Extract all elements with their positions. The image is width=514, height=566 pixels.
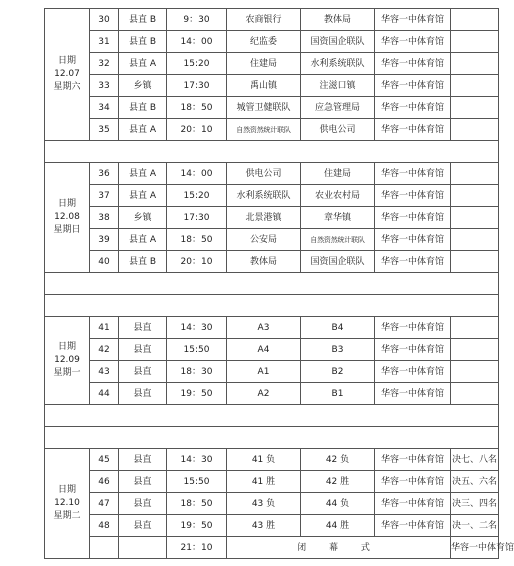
team-a: 41 负 — [227, 449, 301, 471]
team-a: 教体局 — [227, 251, 301, 273]
separator-row — [45, 273, 499, 295]
day-weekday: 星期六 — [53, 82, 81, 92]
game-time: 20：10 — [167, 119, 227, 141]
game-group: 县直 — [119, 361, 167, 383]
game-note — [451, 339, 499, 361]
team-a: 城管卫健联队 — [227, 97, 301, 119]
team-b: 供电公司 — [301, 119, 375, 141]
team-b: 国资国企联队 — [301, 251, 375, 273]
venue: 华容一中体育馆 — [375, 361, 451, 383]
game-number: 40 — [90, 251, 119, 273]
game-number: 47 — [90, 493, 119, 515]
game-time: 19：50 — [167, 515, 227, 537]
team-a: A2 — [227, 383, 301, 405]
day-day-label: 日期 — [57, 485, 76, 495]
day-weekday: 星期日 — [53, 225, 81, 235]
venue: 华容一中体育馆 — [375, 229, 451, 251]
game-number: 45 — [90, 449, 119, 471]
schedule-body — [45, 9, 514, 559]
game-number: 43 — [90, 361, 119, 383]
team-a: 禹山镇 — [227, 75, 301, 97]
team-a: A3 — [227, 317, 301, 339]
game-group: 县直 — [119, 471, 167, 493]
game-note — [451, 75, 499, 97]
game-time: 15:50 — [167, 471, 227, 493]
game-group: 县直 — [119, 515, 167, 537]
game-number: 44 — [90, 383, 119, 405]
game-group: 县直 — [119, 449, 167, 471]
day-cell — [45, 449, 90, 559]
closing-venue: 华容一中体育馆 — [451, 537, 499, 559]
day-day-label: 日期 — [57, 199, 76, 209]
team-b: 国资国企联队 — [301, 31, 375, 53]
game-row — [45, 449, 499, 471]
game-group: 县直 A — [119, 163, 167, 185]
game-row — [45, 251, 499, 273]
game-number: 33 — [90, 75, 119, 97]
separator-row — [45, 141, 499, 163]
venue: 华容一中体育馆 — [375, 251, 451, 273]
game-number: 41 — [90, 317, 119, 339]
game-note — [451, 317, 499, 339]
game-number: 39 — [90, 229, 119, 251]
game-number: 32 — [90, 53, 119, 75]
team-b: B2 — [301, 361, 375, 383]
closing-row — [45, 537, 499, 559]
game-note — [451, 31, 499, 53]
game-time: 14：30 — [167, 449, 227, 471]
closing-time: 21：10 — [167, 537, 227, 559]
team-b: 自然资然统计联队 — [301, 229, 375, 251]
team-b: 农业农村局 — [301, 185, 375, 207]
schedule-table — [44, 8, 514, 559]
separator-row — [45, 427, 499, 449]
game-row — [45, 339, 499, 361]
team-b: 44 胜 — [301, 515, 375, 537]
game-row — [45, 317, 499, 339]
separator-row — [45, 295, 499, 317]
game-note: 决七、八名 — [451, 449, 499, 471]
day-day-label: 日期 — [57, 342, 76, 352]
game-note: 决一、二名 — [451, 515, 499, 537]
team-a: 自然资然统计联队 — [227, 119, 301, 141]
venue: 华容一中体育馆 — [375, 383, 451, 405]
venue: 华容一中体育馆 — [375, 207, 451, 229]
separator-cell — [45, 405, 499, 427]
game-time: 15:20 — [167, 185, 227, 207]
game-row — [45, 493, 499, 515]
game-row — [45, 75, 499, 97]
venue: 华容一中体育馆 — [375, 339, 451, 361]
day-cell — [45, 9, 90, 141]
game-group: 县直 B — [119, 31, 167, 53]
game-group: 县直 B — [119, 251, 167, 273]
game-row — [45, 515, 499, 537]
game-note — [451, 207, 499, 229]
team-a: 43 负 — [227, 493, 301, 515]
closing-empty — [119, 537, 167, 559]
game-row — [45, 53, 499, 75]
game-group: 县直 — [119, 493, 167, 515]
day-date: 12.09 — [54, 355, 80, 365]
game-note — [451, 229, 499, 251]
game-row — [45, 361, 499, 383]
team-b: 注滋口镇 — [301, 75, 375, 97]
team-b: 42 胜 — [301, 471, 375, 493]
game-group: 县直 — [119, 317, 167, 339]
team-b: 章华镇 — [301, 207, 375, 229]
game-number: 38 — [90, 207, 119, 229]
game-time: 18：50 — [167, 229, 227, 251]
game-time: 18：30 — [167, 361, 227, 383]
game-time: 15:20 — [167, 53, 227, 75]
venue: 华容一中体育馆 — [375, 119, 451, 141]
separator-cell — [45, 295, 499, 317]
game-number: 46 — [90, 471, 119, 493]
closing-ceremony: 闭 幕 式 — [227, 537, 451, 559]
game-row — [45, 185, 499, 207]
team-b: 教体局 — [301, 9, 375, 31]
team-b: 应急管理局 — [301, 97, 375, 119]
venue: 华容一中体育馆 — [375, 515, 451, 537]
game-row — [45, 31, 499, 53]
game-row — [45, 229, 499, 251]
game-row — [45, 119, 499, 141]
team-a: A1 — [227, 361, 301, 383]
game-note — [451, 251, 499, 273]
game-time: 14：30 — [167, 317, 227, 339]
team-b: 住建局 — [301, 163, 375, 185]
team-a: 公安局 — [227, 229, 301, 251]
game-row — [45, 97, 499, 119]
game-group: 县直 B — [119, 97, 167, 119]
game-row — [45, 383, 499, 405]
game-time: 17:30 — [167, 75, 227, 97]
game-note — [451, 9, 499, 31]
game-note — [451, 163, 499, 185]
team-b: B1 — [301, 383, 375, 405]
game-time: 18：50 — [167, 493, 227, 515]
day-weekday: 星期一 — [53, 368, 81, 378]
venue: 华容一中体育馆 — [375, 53, 451, 75]
team-b: 水利系统联队 — [301, 53, 375, 75]
team-a: 43 胜 — [227, 515, 301, 537]
team-b: B4 — [301, 317, 375, 339]
game-number: 48 — [90, 515, 119, 537]
game-time: 14：00 — [167, 163, 227, 185]
game-number: 30 — [90, 9, 119, 31]
venue: 华容一中体育馆 — [375, 97, 451, 119]
game-note — [451, 119, 499, 141]
day-date: 12.08 — [54, 212, 80, 222]
game-note — [451, 361, 499, 383]
game-time: 18：50 — [167, 97, 227, 119]
venue: 华容一中体育馆 — [375, 493, 451, 515]
day-cell — [45, 163, 90, 273]
game-group: 县直 B — [119, 9, 167, 31]
game-group: 乡镇 — [119, 75, 167, 97]
game-group: 县直 A — [119, 185, 167, 207]
game-time: 20：10 — [167, 251, 227, 273]
venue: 华容一中体育馆 — [375, 317, 451, 339]
game-group: 县直 A — [119, 53, 167, 75]
separator-cell — [45, 141, 499, 163]
game-time: 19：50 — [167, 383, 227, 405]
venue: 华容一中体育馆 — [375, 449, 451, 471]
team-a: 住建局 — [227, 53, 301, 75]
game-note — [451, 53, 499, 75]
game-number: 42 — [90, 339, 119, 361]
venue: 华容一中体育馆 — [375, 471, 451, 493]
game-group: 县直 — [119, 339, 167, 361]
game-group: 县直 A — [119, 119, 167, 141]
day-date: 12.10 — [54, 498, 80, 508]
game-row — [45, 207, 499, 229]
game-row — [45, 9, 499, 31]
game-note: 决三、四名 — [451, 493, 499, 515]
venue: 华容一中体育馆 — [375, 75, 451, 97]
game-note: 决五、六名 — [451, 471, 499, 493]
game-row — [45, 163, 499, 185]
separator-row — [45, 405, 499, 427]
game-group: 县直 A — [119, 229, 167, 251]
day-cell — [45, 317, 90, 405]
separator-cell — [45, 427, 499, 449]
game-time: 17:30 — [167, 207, 227, 229]
game-number: 34 — [90, 97, 119, 119]
day-date: 12.07 — [54, 69, 80, 79]
team-a: 北景港镇 — [227, 207, 301, 229]
team-a: A4 — [227, 339, 301, 361]
game-row — [45, 471, 499, 493]
game-number: 37 — [90, 185, 119, 207]
day-day-label: 日期 — [57, 56, 76, 66]
game-time: 9：30 — [167, 9, 227, 31]
venue: 华容一中体育馆 — [375, 163, 451, 185]
game-time: 14：00 — [167, 31, 227, 53]
game-note — [451, 97, 499, 119]
day-weekday: 星期二 — [53, 511, 81, 521]
game-time: 15:50 — [167, 339, 227, 361]
team-b: B3 — [301, 339, 375, 361]
venue: 华容一中体育馆 — [375, 31, 451, 53]
team-a: 水利系统联队 — [227, 185, 301, 207]
game-note — [451, 185, 499, 207]
team-a: 纪监委 — [227, 31, 301, 53]
game-group: 县直 — [119, 383, 167, 405]
team-a: 41 胜 — [227, 471, 301, 493]
team-a: 农商银行 — [227, 9, 301, 31]
game-number: 36 — [90, 163, 119, 185]
team-b: 44 负 — [301, 493, 375, 515]
team-b: 42 负 — [301, 449, 375, 471]
team-a: 供电公司 — [227, 163, 301, 185]
game-number: 31 — [90, 31, 119, 53]
separator-cell — [45, 273, 499, 295]
venue: 华容一中体育馆 — [375, 185, 451, 207]
closing-empty — [90, 537, 119, 559]
venue: 华容一中体育馆 — [375, 9, 451, 31]
game-number: 35 — [90, 119, 119, 141]
game-group: 乡镇 — [119, 207, 167, 229]
game-note — [451, 383, 499, 405]
